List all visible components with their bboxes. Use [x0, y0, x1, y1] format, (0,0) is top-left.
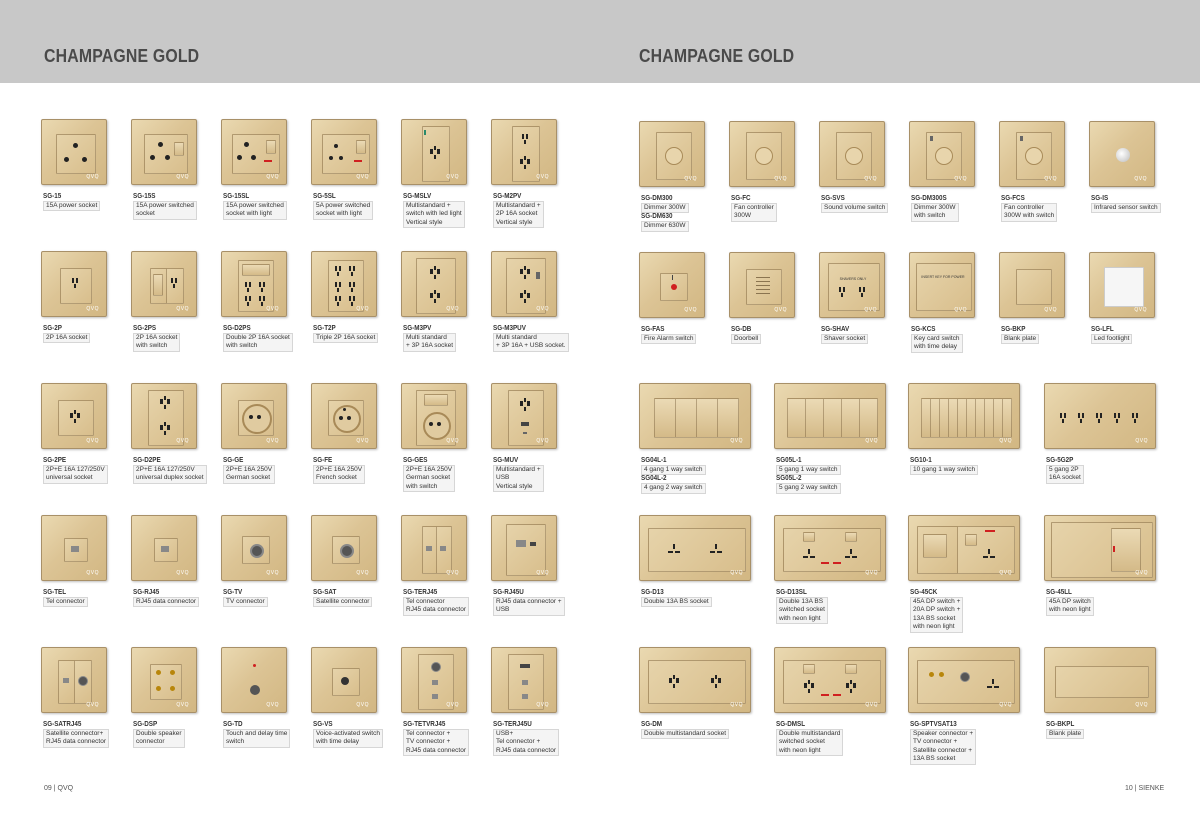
product-description: Satellite connector+ RJ45 data connector — [43, 729, 109, 748]
double-multi-switched-icon — [774, 647, 886, 713]
footlight-icon — [1089, 252, 1155, 318]
product-card — [131, 515, 197, 661]
product-code: SG-TETVRJ45 — [403, 721, 446, 728]
product-code: SG-RJ45U — [493, 589, 524, 596]
product-card — [639, 252, 705, 398]
product-code: SG-BKPL — [1046, 721, 1075, 728]
product-description: USB+ Tel connector + RJ45 data connector — [493, 729, 559, 756]
product-card — [401, 383, 467, 529]
rj45-connector-icon — [131, 515, 197, 581]
product-description: 5A power switched socket with light — [313, 201, 373, 220]
product-code: SG-5SL — [313, 193, 336, 200]
product-code: SG-MUV — [493, 457, 519, 464]
tel-tv-rj45-icon — [401, 647, 467, 713]
product-card — [908, 515, 1020, 661]
product-description: 4 gang 1 way switch — [641, 465, 706, 475]
product-description: 15A power switched socket — [133, 201, 197, 220]
plate-logo: QVQ — [536, 702, 549, 708]
plate-logo: QVQ — [1134, 307, 1147, 313]
product-description: Satellite connector — [313, 597, 372, 607]
product-code: SG-45LL — [1046, 589, 1072, 596]
product-code: SG-DM300S — [911, 195, 947, 202]
product-code: SG-VS — [313, 721, 333, 728]
product-code: SG-5G2P — [1046, 457, 1074, 464]
product-code: SG-FAS — [641, 326, 665, 333]
product-code: SG05L-1 — [776, 457, 802, 464]
product-code: SG-TERJ45 — [403, 589, 438, 596]
product-code: SG-DB — [731, 326, 752, 333]
product-card — [401, 119, 467, 265]
product-code-alt: SG04L-2 — [641, 475, 667, 483]
double-bs-socket-icon — [639, 515, 751, 581]
plate-logo: QVQ — [954, 176, 967, 182]
product-card — [999, 252, 1065, 398]
plate-logo: QVQ — [954, 307, 967, 313]
product-code: SG-TD — [223, 721, 243, 728]
page-footer-left: 09 | QVQ — [44, 785, 74, 792]
plate-logo: QVQ — [1135, 438, 1148, 444]
plate-logo: QVQ — [730, 570, 743, 576]
product-description: Speaker connector + TV connector + Satellite connector + 13A BS socket — [910, 729, 976, 765]
plate-logo: QVQ — [446, 570, 459, 576]
product-code: SG04L-1 — [641, 457, 667, 464]
german-socket-switch-icon — [401, 383, 467, 449]
dimmer-switch-icon — [909, 121, 975, 187]
product-card — [491, 515, 562, 661]
switched-round-socket-icon — [131, 119, 197, 185]
plate-logo: QVQ — [86, 174, 99, 180]
product-code: SG-TV — [223, 589, 243, 596]
cooker-switch-icon — [908, 515, 1020, 581]
product-description: Blank plate — [1001, 334, 1039, 344]
product-description: 2P+E 16A 250V German socket — [223, 465, 275, 484]
multistandard-usb-icon — [491, 383, 557, 449]
plate-logo: QVQ — [356, 174, 369, 180]
product-description: 2P+E 16A 127/250V universal socket — [43, 465, 108, 484]
page-title-left: CHAMPAGNE GOLD — [44, 46, 200, 66]
product-description: Multi standard + 3P 16A + USB socket. — [493, 333, 569, 352]
product-card — [999, 121, 1065, 267]
product-description: Shaver socket — [821, 334, 868, 344]
plate-logo: QVQ — [266, 438, 279, 444]
product-code-alt: SG-DM630 — [641, 213, 673, 221]
product-description: Double speaker connector — [133, 729, 185, 748]
plate-logo: QVQ — [536, 174, 549, 180]
product-description: 2P 16A socket with switch — [133, 333, 180, 352]
product-description: Multistandard + 2P 16A socket Vertical style — [493, 201, 544, 228]
plate-logo: QVQ — [1135, 702, 1148, 708]
product-description: Dimmer 300W with switch — [911, 203, 959, 222]
plate-logo: QVQ — [730, 438, 743, 444]
plate-logo: QVQ — [684, 307, 697, 313]
product-code: SG-SVS — [821, 195, 845, 202]
product-description: Double 2P 16A socket with switch — [223, 333, 293, 352]
product-description: 2P+E 16A 250V French socket — [313, 465, 365, 484]
round-3pin-socket-icon — [41, 119, 107, 185]
product-description: Led footlight — [1091, 334, 1132, 344]
product-card — [401, 647, 467, 793]
product-code: SG-SAT — [313, 589, 337, 596]
product-card — [491, 647, 557, 793]
product-code: SG-SPTVSAT13 — [910, 721, 957, 728]
product-card — [909, 252, 975, 398]
plate-logo: QVQ — [356, 570, 369, 576]
4-gang-switch-icon — [639, 383, 751, 449]
product-description: 10 gang 1 way switch — [910, 465, 978, 475]
speaker-connector-icon — [131, 647, 197, 713]
fan-controller-icon — [729, 121, 795, 187]
product-card — [729, 252, 795, 398]
product-code: SG-DM300 — [641, 195, 673, 202]
product-code: SG-T2P — [313, 325, 336, 332]
plate-logo: QVQ — [176, 174, 189, 180]
product-description: 15A power socket — [43, 201, 100, 211]
universal-socket-icon — [41, 383, 107, 449]
product-code: SG-IS — [1091, 195, 1109, 202]
product-card — [311, 647, 380, 793]
plate-logo: QVQ — [266, 306, 279, 312]
product-code: SG-15S — [133, 193, 156, 200]
tel-connector-icon — [41, 515, 107, 581]
product-description: 45A DP switch + 20A DP switch + 13A BS socket with neon light — [910, 597, 963, 633]
rj45-usb-icon — [491, 515, 557, 581]
product-code: SG-M3PV — [403, 325, 432, 332]
plate-logo: QVQ — [356, 702, 369, 708]
fan-switch-icon — [999, 121, 1065, 187]
plate-logo: QVQ — [176, 702, 189, 708]
german-socket-icon — [221, 383, 287, 449]
product-code: SG-DM — [641, 721, 663, 728]
product-code: SG-DMSL — [776, 721, 806, 728]
product-card — [131, 383, 204, 529]
product-card — [221, 251, 290, 397]
voice-switch-icon — [311, 647, 377, 713]
infrared-sensor-icon — [1089, 121, 1155, 187]
product-card — [221, 647, 287, 793]
triple-2p-icon — [311, 251, 377, 317]
product-code: SG-15 — [43, 193, 62, 200]
plate-logo: QVQ — [266, 570, 279, 576]
blank-plate-icon — [999, 252, 1065, 318]
product-code: SG-15SL — [223, 193, 250, 200]
page-footer-right: 10 | SIENKE — [1125, 785, 1165, 792]
plate-logo: QVQ — [266, 174, 279, 180]
10-gang-switch-icon — [908, 383, 1020, 449]
blank-plate-long-icon — [1044, 647, 1156, 713]
product-code: SG-2PE — [43, 457, 67, 464]
product-description: 2P+E 16A 127/250V universal duplex socket — [133, 465, 207, 484]
product-card — [491, 251, 566, 397]
plate-logo: QVQ — [865, 438, 878, 444]
plate-logo: QVQ — [865, 702, 878, 708]
product-code: SG-SHAV — [821, 326, 850, 333]
product-code: SG-GE — [223, 457, 244, 464]
product-description: Double multistandard socket — [641, 729, 729, 739]
product-code: SG-TEL — [43, 589, 67, 596]
product-code: SG-2PS — [133, 325, 157, 332]
multi-3p-usb-icon — [491, 251, 557, 317]
5-gang-switch-icon — [774, 383, 886, 449]
plate-logo: QVQ — [865, 570, 878, 576]
plate-logo: QVQ — [176, 570, 189, 576]
multistandard-vertical-icon — [491, 119, 557, 185]
double-multistandard-icon — [639, 647, 751, 713]
plate-logo: QVQ — [356, 306, 369, 312]
product-card — [909, 121, 975, 267]
product-code: SG-45CK — [910, 589, 938, 596]
product-code: SG-FCS — [1001, 195, 1025, 202]
plate-logo: QVQ — [999, 438, 1012, 444]
plate-logo: QVQ — [86, 570, 99, 576]
product-card — [1089, 121, 1158, 267]
product-card — [639, 515, 751, 661]
plate-logo: QVQ — [356, 438, 369, 444]
product-description: Fan controller 300W — [731, 203, 777, 222]
product-description: Tel connector — [43, 597, 88, 607]
plate-logo: QVQ — [864, 307, 877, 313]
plate-logo: QVQ — [86, 438, 99, 444]
product-card — [221, 383, 287, 529]
product-card — [819, 121, 885, 267]
shaver-socket-icon: SHAVERS ONLY QVQ — [819, 252, 885, 318]
plate-logo: QVQ — [1134, 176, 1147, 182]
product-card — [1044, 515, 1156, 661]
product-description: Double 13A BS switched socket with neon light — [776, 597, 828, 624]
product-description: 2P+E 16A 250V German socket with switch — [403, 465, 455, 492]
product-code: SG10-1 — [910, 457, 932, 464]
header-band — [0, 0, 1200, 83]
fire-alarm-icon — [639, 252, 705, 318]
product-code: SG-FE — [313, 457, 333, 464]
plate-logo: QVQ — [86, 306, 99, 312]
45a-switch-icon — [1044, 515, 1156, 581]
plate-logo: QVQ — [266, 702, 279, 708]
product-code: SG-RJ45 — [133, 589, 160, 596]
product-card — [774, 647, 886, 793]
plate-logo: QVQ — [536, 570, 549, 576]
doorbell-icon — [729, 252, 795, 318]
product-code: SG-MSLV — [403, 193, 432, 200]
switched-socket-light-icon — [221, 119, 287, 185]
product-code: SG-TERJ45U — [493, 721, 532, 728]
product-card — [401, 515, 467, 661]
product-description: Infrared sensor switch — [1091, 203, 1161, 213]
product-description-alt: 4 gang 2 way switch — [641, 483, 706, 493]
product-description: Double multistandard switched socket with neon light — [776, 729, 843, 756]
product-description: Multistandard + USB Vertical style — [493, 465, 544, 492]
product-card — [1044, 647, 1156, 793]
plate-logo: QVQ — [446, 438, 459, 444]
plate-logo: QVQ — [1135, 570, 1148, 576]
product-description-alt: 5 gang 2 way switch — [776, 483, 841, 493]
5-gang-2p-icon — [1044, 383, 1156, 449]
2p-socket-icon — [41, 251, 107, 317]
product-code: SG-D13 — [641, 589, 664, 596]
product-card — [41, 515, 107, 661]
product-description: Triple 2P 16A socket — [313, 333, 378, 343]
product-description: Tel connector + TV connector + RJ45 data connector — [403, 729, 469, 756]
tel-rj45-icon — [401, 515, 467, 581]
product-card — [311, 515, 377, 661]
touch-delay-icon — [221, 647, 287, 713]
product-description: 2P 16A socket — [43, 333, 90, 343]
product-card — [311, 251, 377, 397]
product-description: Fire Alarm switch — [641, 334, 696, 344]
product-description: Multi standard + 3P 16A socket — [403, 333, 456, 352]
product-card — [908, 383, 1020, 529]
plate-logo: QVQ — [176, 306, 189, 312]
plate-logo: QVQ — [774, 307, 787, 313]
dimmer-icon — [639, 121, 705, 187]
product-description: Touch and delay time switch — [223, 729, 290, 748]
plate-logo: QVQ — [999, 570, 1012, 576]
product-description: Blank plate — [1046, 729, 1084, 739]
plate-logo: QVQ — [86, 702, 99, 708]
product-description: Sound volume switch — [821, 203, 888, 213]
product-description: 5 gang 1 way switch — [776, 465, 841, 475]
product-description: RJ45 data connector + USB — [493, 597, 565, 616]
double-2p-switch-icon — [221, 251, 287, 317]
product-card — [41, 251, 107, 397]
product-card — [131, 251, 197, 397]
product-description: Voice-activated switch with time delay — [313, 729, 383, 748]
plate-logo: QVQ — [1044, 307, 1057, 313]
product-code: SG-KCS — [911, 326, 936, 333]
product-code: SG-SATRJ45 — [43, 721, 82, 728]
product-card — [1089, 252, 1155, 398]
tv-connector-icon — [221, 515, 287, 581]
product-card — [908, 647, 1020, 793]
product-card — [41, 383, 107, 529]
product-card — [819, 252, 885, 398]
plate-logo: QVQ — [684, 176, 697, 182]
product-card — [131, 647, 197, 793]
french-socket-icon — [311, 383, 377, 449]
plate-logo: QVQ — [999, 702, 1012, 708]
product-card — [491, 119, 557, 265]
product-code: SG-D2PE — [133, 457, 161, 464]
product-card — [639, 121, 705, 267]
product-code: SG-FC — [731, 195, 751, 202]
product-code: SG-2P — [43, 325, 62, 332]
plate-logo: QVQ — [730, 702, 743, 708]
product-description: Multistandard + switch with led light Vertical style — [403, 201, 465, 228]
product-description: TV connector — [223, 597, 268, 607]
product-card — [639, 647, 751, 793]
product-card — [1044, 383, 1156, 529]
plate-logo: QVQ — [536, 438, 549, 444]
product-card — [639, 383, 751, 529]
speaker-tv-sat-bs-icon — [908, 647, 1020, 713]
usb-tel-rj45-icon — [491, 647, 557, 713]
sat-rj45-icon — [41, 647, 107, 713]
product-card — [729, 121, 795, 267]
double-bs-switched-icon — [774, 515, 886, 581]
product-description-alt: Dimmer 630W — [641, 221, 689, 231]
product-code: SG-BKP — [1001, 326, 1026, 333]
2p-socket-switch-icon — [131, 251, 197, 317]
product-code: SG-M2PV — [493, 193, 522, 200]
product-card — [131, 119, 197, 265]
product-code: SG-GES — [403, 457, 428, 464]
product-description: Double 13A BS socket — [641, 597, 712, 607]
plate-logo: QVQ — [446, 174, 459, 180]
plate-logo: QVQ — [864, 176, 877, 182]
plate-logo: QVQ — [1044, 176, 1057, 182]
product-card — [41, 647, 107, 793]
plate-logo: QVQ — [176, 438, 189, 444]
plate-logo: QVQ — [774, 176, 787, 182]
switched-socket-light-icon — [311, 119, 377, 185]
product-description: Key card switch with time delay — [911, 334, 963, 353]
product-description: 5 gang 2P 16A socket — [1046, 465, 1084, 484]
plate-logo: QVQ — [446, 702, 459, 708]
product-description: Dimmer 300W — [641, 203, 689, 213]
product-description: Fan controller 300W with switch — [1001, 203, 1057, 222]
satellite-connector-icon — [311, 515, 377, 581]
product-description: 15A power switched socket with light — [223, 201, 287, 220]
product-description: Tel connector RJ45 data connector — [403, 597, 469, 616]
product-card — [221, 515, 287, 661]
product-description: Doorbell — [731, 334, 761, 344]
key-card-icon: INSERT KEY FOR POWER QVQ — [909, 252, 975, 318]
product-card — [491, 383, 557, 529]
multistandard-vertical-icon — [401, 119, 467, 185]
volume-switch-icon — [819, 121, 885, 187]
product-card — [401, 251, 467, 397]
product-card — [774, 515, 886, 661]
plate-logo: QVQ — [446, 306, 459, 312]
product-code-alt: SG05L-2 — [776, 475, 802, 483]
product-description: RJ45 data connector — [133, 597, 199, 607]
product-code: SG-DSP — [133, 721, 158, 728]
universal-duplex-icon — [131, 383, 197, 449]
product-code: SG-D13SL — [776, 589, 807, 596]
product-card — [774, 383, 886, 529]
multi-3p-icon — [401, 251, 467, 317]
plate-logo: QVQ — [536, 306, 549, 312]
page-title-right: CHAMPAGNE GOLD — [639, 46, 795, 66]
product-code: SG-LFL — [1091, 326, 1114, 333]
product-card — [221, 119, 287, 265]
product-description: 45A DP switch with neon light — [1046, 597, 1094, 616]
product-code: SG-M3PUV — [493, 325, 526, 332]
product-code: SG-D2PS — [223, 325, 251, 332]
product-card — [311, 383, 377, 529]
product-card — [41, 119, 107, 265]
product-card — [311, 119, 377, 265]
